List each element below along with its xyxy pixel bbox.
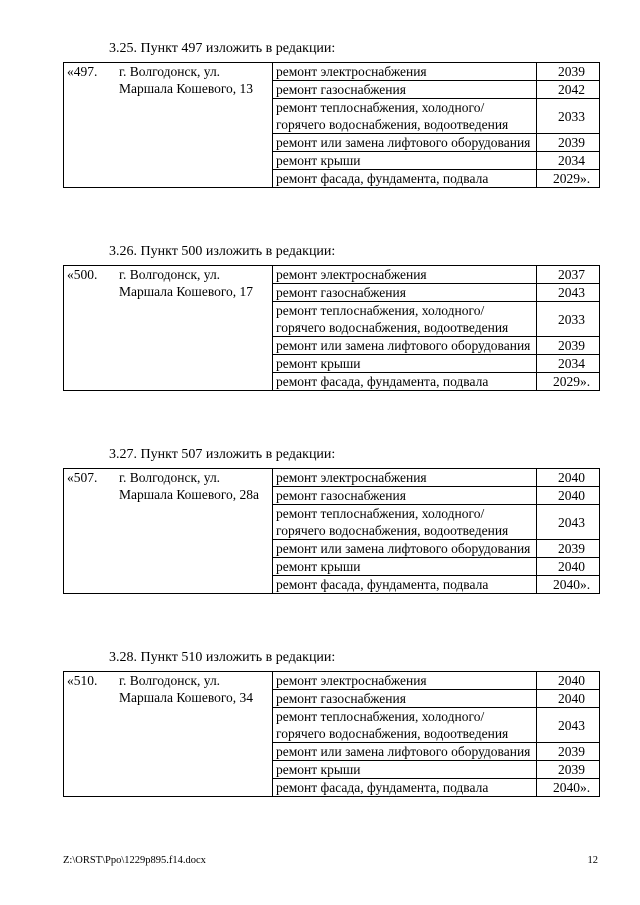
year-cell: 2040 (537, 469, 600, 487)
section-heading: 3.27. Пункт 507 изложить в редакции: (109, 447, 336, 462)
year-cell: 2039 (537, 337, 600, 355)
year-cell: 2039 (537, 63, 600, 81)
year-cell: 2033 (537, 99, 600, 134)
item-number: «510. (64, 672, 115, 797)
year-cell: 2029». (537, 373, 600, 391)
work-type-cell: ремонт электроснабжения (273, 63, 537, 81)
year-cell: 2040 (537, 487, 600, 505)
work-type-cell: ремонт фасада, фундамента, подвала (273, 779, 537, 797)
footer-file-path: Z:\ORST\Ppo\1229p895.f14.docx (63, 855, 206, 866)
year-cell: 2040». (537, 779, 600, 797)
work-type-cell: ремонт газоснабжения (273, 690, 537, 708)
item-number: «500. (64, 266, 115, 391)
year-cell: 2040 (537, 672, 600, 690)
year-cell: 2040 (537, 558, 600, 576)
schedule-table (63, 468, 600, 594)
work-type-cell: ремонт электроснабжения (273, 266, 537, 284)
table-row (64, 63, 600, 81)
work-type-cell: ремонт фасада, фундамента, подвала (273, 373, 537, 391)
work-type-cell: ремонт или замена лифтового оборудования (273, 743, 537, 761)
year-cell: 2040 (537, 690, 600, 708)
address-cell: г. Волгодонск, ул. Маршала Кошевого, 17 (114, 266, 273, 391)
work-type-cell: ремонт газоснабжения (273, 284, 537, 302)
table-row (64, 672, 600, 690)
address-cell: г. Волгодонск, ул. Маршала Кошевого, 13 (114, 63, 273, 188)
section-heading: 3.26. Пункт 500 изложить в редакции: (109, 244, 336, 259)
page-number: 12 (587, 855, 598, 866)
work-type-cell: ремонт теплоснабжения, холодного/горячего водоснабжения, водоотведения (273, 99, 537, 134)
work-type-cell: ремонт электроснабжения (273, 469, 537, 487)
item-number: «497. (64, 63, 115, 188)
work-type-cell: ремонт или замена лифтового оборудования (273, 540, 537, 558)
work-type-cell: ремонт газоснабжения (273, 487, 537, 505)
work-type-cell: ремонт крыши (273, 152, 537, 170)
work-type-cell: ремонт крыши (273, 355, 537, 373)
year-cell: 2043 (537, 505, 600, 540)
work-type-cell: ремонт крыши (273, 558, 537, 576)
work-type-cell: ремонт или замена лифтового оборудования (273, 337, 537, 355)
work-type-cell: ремонт или замена лифтового оборудования (273, 134, 537, 152)
table-row (64, 469, 600, 487)
work-type-cell: ремонт крыши (273, 761, 537, 779)
table-row (64, 266, 600, 284)
work-type-cell: ремонт газоснабжения (273, 81, 537, 99)
year-cell: 2039 (537, 761, 600, 779)
year-cell: 2039 (537, 134, 600, 152)
year-cell: 2034 (537, 355, 600, 373)
year-cell: 2037 (537, 266, 600, 284)
schedule-table (63, 265, 600, 391)
work-type-cell: ремонт фасада, фундамента, подвала (273, 576, 537, 594)
address-cell: г. Волгодонск, ул. Маршала Кошевого, 28а (114, 469, 273, 594)
year-cell: 2043 (537, 284, 600, 302)
year-cell: 2033 (537, 302, 600, 337)
section-heading: 3.25. Пункт 497 изложить в редакции: (109, 41, 336, 56)
year-cell: 2040». (537, 576, 600, 594)
work-type-cell: ремонт теплоснабжения, холодного/горячего водоснабжения, водоотведения (273, 708, 537, 743)
section-heading: 3.28. Пункт 510 изложить в редакции: (109, 650, 336, 665)
work-type-cell: ремонт теплоснабжения, холодного/горячего водоснабжения, водоотведения (273, 302, 537, 337)
work-type-cell: ремонт теплоснабжения, холодного/горячего водоснабжения, водоотведения (273, 505, 537, 540)
year-cell: 2043 (537, 708, 600, 743)
year-cell: 2039 (537, 540, 600, 558)
year-cell: 2042 (537, 81, 600, 99)
year-cell: 2039 (537, 743, 600, 761)
address-cell: г. Волгодонск, ул. Маршала Кошевого, 34 (114, 672, 273, 797)
schedule-table (63, 62, 600, 188)
year-cell: 2029». (537, 170, 600, 188)
work-type-cell: ремонт фасада, фундамента, подвала (273, 170, 537, 188)
year-cell: 2034 (537, 152, 600, 170)
schedule-table (63, 671, 600, 797)
work-type-cell: ремонт электроснабжения (273, 672, 537, 690)
item-number: «507. (64, 469, 115, 594)
